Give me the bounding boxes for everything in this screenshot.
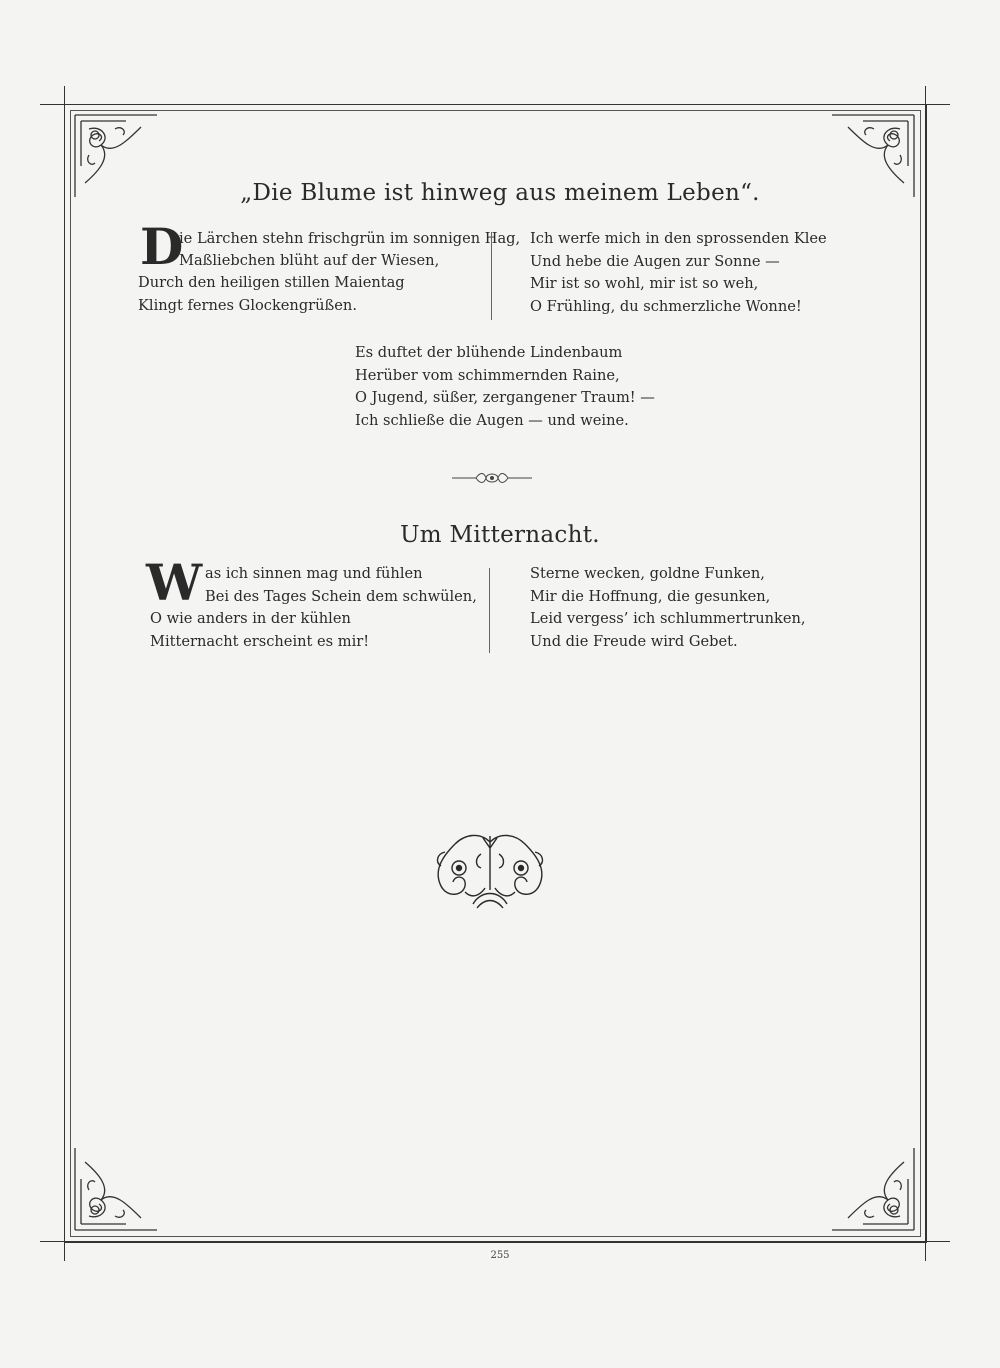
verse-line: Und die Freude wird Gebet. bbox=[530, 632, 738, 650]
corner-ornament-bottom-left bbox=[71, 1144, 161, 1234]
page-number: 255 bbox=[490, 1250, 510, 1261]
border-extension-left bbox=[64, 86, 65, 1261]
verse-line: Ich werfe mich in den sprossenden Klee bbox=[530, 230, 827, 247]
border-extension-bottom bbox=[40, 1241, 950, 1242]
drop-capital: D bbox=[140, 217, 184, 276]
column-divider bbox=[491, 232, 492, 320]
verse-line: Mitternacht erscheint es mir! bbox=[150, 632, 370, 650]
verse-line: Bei des Tages Schein dem schwülen, bbox=[205, 587, 477, 605]
column-divider bbox=[489, 568, 490, 653]
poem-title: Um Mitternacht. bbox=[400, 522, 600, 548]
verse-line: O wie anders in der kühlen bbox=[150, 610, 351, 627]
verse-line: Es duftet der blühende Lindenbaum bbox=[355, 344, 623, 361]
poem-stanza bbox=[150, 608, 369, 653]
verse-line: Sterne wecken, goldne Funken, bbox=[530, 565, 765, 582]
poem-stanza bbox=[179, 250, 439, 273]
corner-ornament-bottom-right bbox=[828, 1144, 918, 1234]
poem-stanza bbox=[179, 228, 520, 251]
poem-title: „Die Blume ist hinweg aus meinem Leben“. bbox=[240, 180, 760, 206]
verse-line: Und hebe die Augen zur Sonne — bbox=[530, 252, 780, 270]
verse-line: ie Lärchen stehn frischgrün im sonnigen Hag, bbox=[179, 230, 521, 247]
poem-stanza bbox=[530, 228, 827, 318]
verse-line: Mir die Hoffnung, die gesunken, bbox=[530, 587, 771, 605]
verse-line: Mir ist so wohl, mir ist so weh, bbox=[530, 275, 759, 292]
poem-stanza bbox=[530, 563, 806, 653]
verse-line: Ich schließe die Augen — und weine. bbox=[355, 411, 629, 429]
verse-line: Herüber vom schimmernden Raine, bbox=[355, 366, 620, 384]
floral-ornament bbox=[425, 830, 555, 910]
verse-line: Maßliebchen blüht auf der Wiesen, bbox=[179, 252, 440, 269]
poem-stanza bbox=[138, 272, 405, 317]
border-extension-right bbox=[925, 86, 926, 1261]
drop-capital: W bbox=[146, 553, 203, 612]
verse-line: Leid vergess’ ich schlummertrunken, bbox=[530, 610, 806, 627]
verse-line: Klingt fernes Glockengrüßen. bbox=[138, 296, 357, 314]
verse-line: O Jugend, süßer, zergangener Traum! — bbox=[355, 389, 655, 406]
verse-line: as ich sinnen mag und fühlen bbox=[205, 565, 423, 582]
verse-line: O Frühling, du schmerzliche Wonne! bbox=[530, 297, 802, 315]
separator-ornament bbox=[452, 470, 532, 486]
verse-line: Durch den heiligen stillen Maientag bbox=[138, 274, 405, 291]
border-extension-top bbox=[40, 104, 950, 105]
poem-stanza bbox=[355, 342, 655, 432]
poem-stanza bbox=[205, 563, 477, 608]
